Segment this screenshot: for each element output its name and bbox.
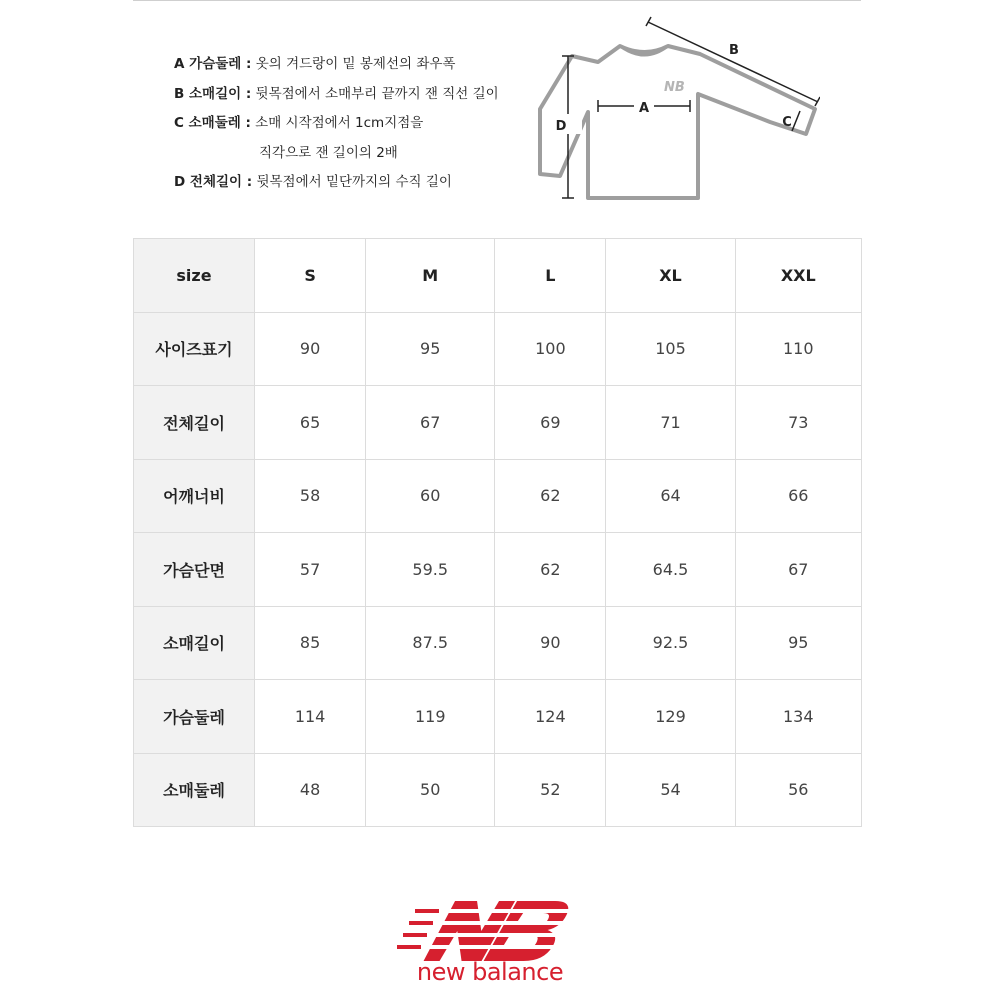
label-c: C [782, 115, 792, 130]
table-cell: 67 [366, 386, 495, 460]
table-cell: 48 [255, 753, 366, 827]
size-header: M [366, 239, 495, 313]
table-cell: 58 [255, 459, 366, 533]
table-cell: 114 [255, 680, 366, 754]
legend-item-a: A 가슴둘레 : 옷의 겨드랑이 밑 봉제선의 좌우폭 [174, 56, 456, 72]
table-cell: 124 [495, 680, 606, 754]
table-cell: 57 [255, 533, 366, 607]
table-cell: 67 [735, 533, 861, 607]
table-cell: 64.5 [606, 533, 735, 607]
garment-measurement-diagram [520, 14, 820, 210]
table-cell: 56 [735, 753, 861, 827]
table-cell: 90 [495, 606, 606, 680]
legend-item-d: D 전체길이 : 뒷목점에서 밑단까지의 수직 길이 [174, 174, 452, 190]
row-label: 가슴단면 [134, 533, 255, 607]
table-cell: 105 [606, 312, 735, 386]
table-cell: 71 [606, 386, 735, 460]
table-cell: 129 [606, 680, 735, 754]
size-header: XXL [735, 239, 861, 313]
table-row [134, 459, 862, 533]
size-header: S [255, 239, 366, 313]
size-header: L [495, 239, 606, 313]
table-cell: 62 [495, 533, 606, 607]
measurement-legend [174, 50, 499, 198]
table-cell: 85 [255, 606, 366, 680]
legend-item-c: C 소매둘레 : 소매 시작점에서 1cm지점을 [174, 115, 424, 131]
chest-logo-icon: NB [664, 80, 685, 95]
table-cell: 69 [495, 386, 606, 460]
table-cell: 119 [366, 680, 495, 754]
table-cell: 95 [366, 312, 495, 386]
table-cell: 52 [495, 753, 606, 827]
table-corner-label: size [134, 239, 255, 313]
table-row [134, 533, 862, 607]
legend-item-b: B 소매길이 : 뒷목점에서 소매부리 끝까지 잰 직선 길이 [174, 85, 499, 102]
row-label: 소매길이 [134, 606, 255, 680]
top-divider [133, 0, 861, 1]
table-cell: 62 [495, 459, 606, 533]
measure-line-c [792, 111, 800, 131]
table-row [134, 606, 862, 680]
table-cell: 134 [735, 680, 861, 754]
size-chart-table [133, 238, 862, 827]
table-cell: 90 [255, 312, 366, 386]
table-row [134, 753, 862, 827]
table-cell: 54 [606, 753, 735, 827]
row-label: 사이즈표기 [134, 312, 255, 386]
row-label: 가슴둘레 [134, 680, 255, 754]
table-header-row [134, 239, 862, 313]
table-cell: 87.5 [366, 606, 495, 680]
table-cell: 50 [366, 753, 495, 827]
size-header: XL [606, 239, 735, 313]
table-cell: 100 [495, 312, 606, 386]
table-cell: 60 [366, 459, 495, 533]
row-label: 전체길이 [134, 386, 255, 460]
table-cell: 73 [735, 386, 861, 460]
label-d: D [555, 119, 567, 134]
label-b: B [729, 43, 739, 58]
table-row [134, 386, 862, 460]
table-cell: 65 [255, 386, 366, 460]
table-cell: 66 [735, 459, 861, 533]
row-label: 소매둘레 [134, 753, 255, 827]
table-row [134, 312, 862, 386]
label-a: A [638, 101, 650, 116]
brand-name: new balance [416, 958, 564, 986]
table-cell: 95 [735, 606, 861, 680]
table-row [134, 680, 862, 754]
row-label: 어깨너비 [134, 459, 255, 533]
table-cell: 59.5 [366, 533, 495, 607]
table-cell: 92.5 [606, 606, 735, 680]
table-cell: 110 [735, 312, 861, 386]
legend-item-c-continued: 직각으로 잰 길이의 2배 [259, 144, 398, 161]
table-cell: 64 [606, 459, 735, 533]
